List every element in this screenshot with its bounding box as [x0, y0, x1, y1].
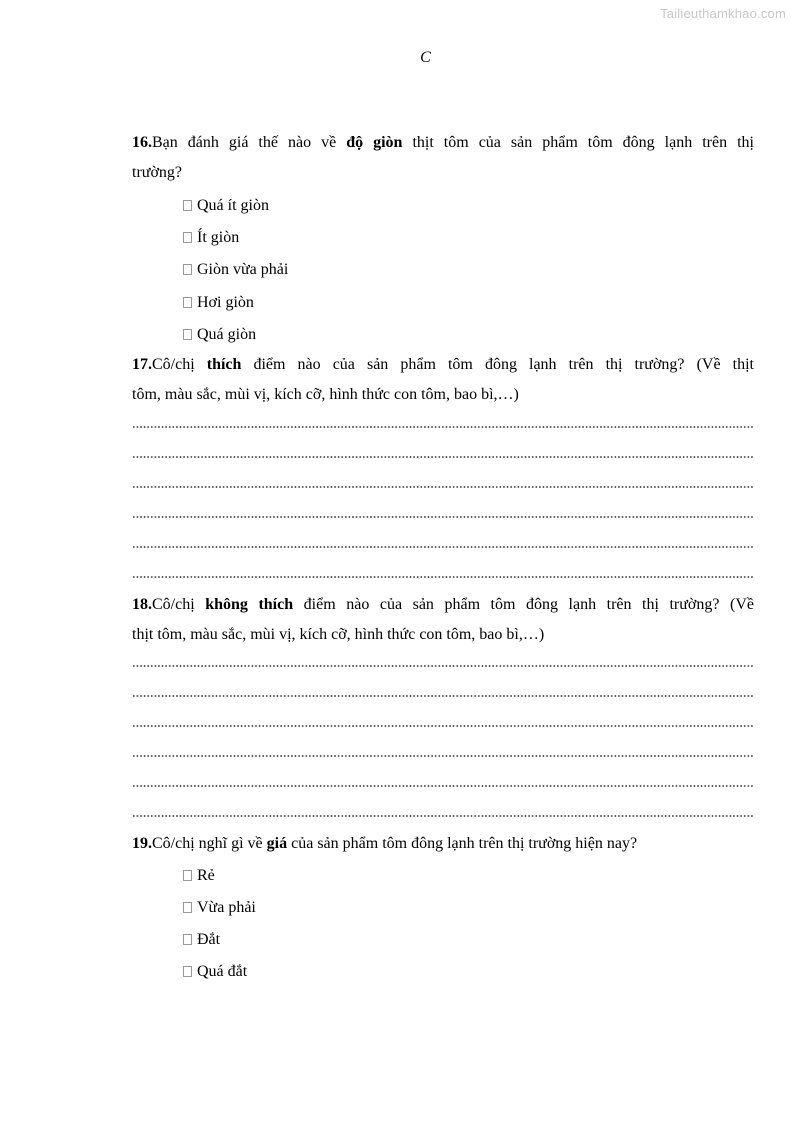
question-18-line-2: thịt tôm, màu sắc, mùi vị, kích cỡ, hình thức con tôm, bao bì,…): [132, 626, 545, 643]
answer-line[interactable]: [132, 695, 754, 697]
q19-option-3[interactable]: [183, 930, 220, 950]
question-19-number: 19.: [132, 835, 152, 852]
question-18-line-1: [132, 595, 754, 615]
page-header-letter: C: [420, 49, 431, 66]
answer-line[interactable]: [132, 426, 754, 428]
question-18-number: 18.: [132, 596, 152, 613]
question-16-keyword: độ giòn: [346, 134, 403, 151]
q16-option-5[interactable]: [183, 325, 256, 345]
q16-option-1-label: Quá ít giòn: [197, 197, 269, 214]
checkbox-icon[interactable]: [183, 870, 192, 881]
question-16-line-2: trường?: [132, 164, 183, 181]
q19-option-4-label: Quá đắt: [197, 963, 248, 980]
answer-line[interactable]: [132, 815, 754, 817]
question-18-text-pre: Cô/chị: [152, 596, 206, 613]
question-17-line-1: [132, 355, 754, 375]
checkbox-icon[interactable]: [183, 264, 192, 275]
question-19-line-1: [132, 834, 754, 854]
question-17-text-pre: Cô/chị: [152, 356, 207, 373]
q19-option-2[interactable]: [183, 898, 256, 918]
question-17-text-post: điểm nào của sản phẩm tôm đông lạnh trên thị trường? (Về thịt: [241, 356, 754, 373]
answer-line[interactable]: [132, 486, 754, 488]
q16-option-2-label: Ít giòn: [197, 229, 240, 246]
checkbox-icon[interactable]: [183, 966, 192, 977]
question-17-number: 17.: [132, 356, 152, 373]
question-16-line-1: [132, 133, 754, 153]
question-18-keyword: không thích: [205, 596, 294, 613]
checkbox-icon[interactable]: [183, 200, 192, 211]
watermark-text: Tailieuthamkhao.com: [660, 6, 786, 21]
q16-option-3[interactable]: [183, 260, 288, 280]
answer-line[interactable]: [132, 785, 754, 787]
q19-option-4[interactable]: [183, 962, 247, 982]
q19-option-3-label: Đắt: [197, 931, 221, 948]
q16-option-5-label: Quá giòn: [197, 326, 257, 343]
question-16-number: 16.: [132, 134, 152, 151]
answer-line[interactable]: [132, 725, 754, 727]
q19-option-1[interactable]: [183, 866, 215, 886]
question-16-text-pre: Bạn đánh giá thế nào về: [152, 134, 347, 151]
answer-line[interactable]: [132, 665, 754, 667]
question-16-text-post: thịt tôm của sản phẩm tôm đông lạnh trên thị: [402, 134, 754, 151]
question-17-keyword: thích: [206, 356, 242, 373]
q19-option-1-label: Rẻ: [197, 867, 215, 884]
answer-line[interactable]: [132, 456, 754, 458]
checkbox-icon[interactable]: [183, 329, 192, 340]
question-18-text-post: điểm nào của sản phẩm tôm đông lạnh trên thị trường? (Về: [293, 596, 755, 613]
q16-option-4[interactable]: [183, 293, 254, 313]
checkbox-icon[interactable]: [183, 232, 192, 243]
q16-option-2[interactable]: [183, 228, 239, 248]
q16-option-1[interactable]: [183, 196, 269, 216]
q16-option-4-label: Hơi giòn: [197, 294, 254, 311]
q19-option-2-label: Vừa phải: [197, 899, 256, 916]
answer-line[interactable]: [132, 755, 754, 757]
question-17-line-2: tôm, màu sắc, mùi vị, kích cỡ, hình thức con tôm, bao bì,…): [132, 386, 519, 403]
question-19-keyword: giá: [266, 835, 288, 852]
answer-line[interactable]: [132, 576, 754, 578]
question-19-text-post: của sản phẩm tôm đông lạnh trên thị trường hiện nay?: [287, 835, 638, 852]
checkbox-icon[interactable]: [183, 902, 192, 913]
answer-line[interactable]: [132, 546, 754, 548]
question-19-text-pre: Cô/chị nghĩ gì về: [152, 835, 267, 852]
q16-option-3-label: Giòn vừa phải: [197, 261, 289, 278]
checkbox-icon[interactable]: [183, 297, 192, 308]
answer-line[interactable]: [132, 516, 754, 518]
checkbox-icon[interactable]: [183, 934, 192, 945]
